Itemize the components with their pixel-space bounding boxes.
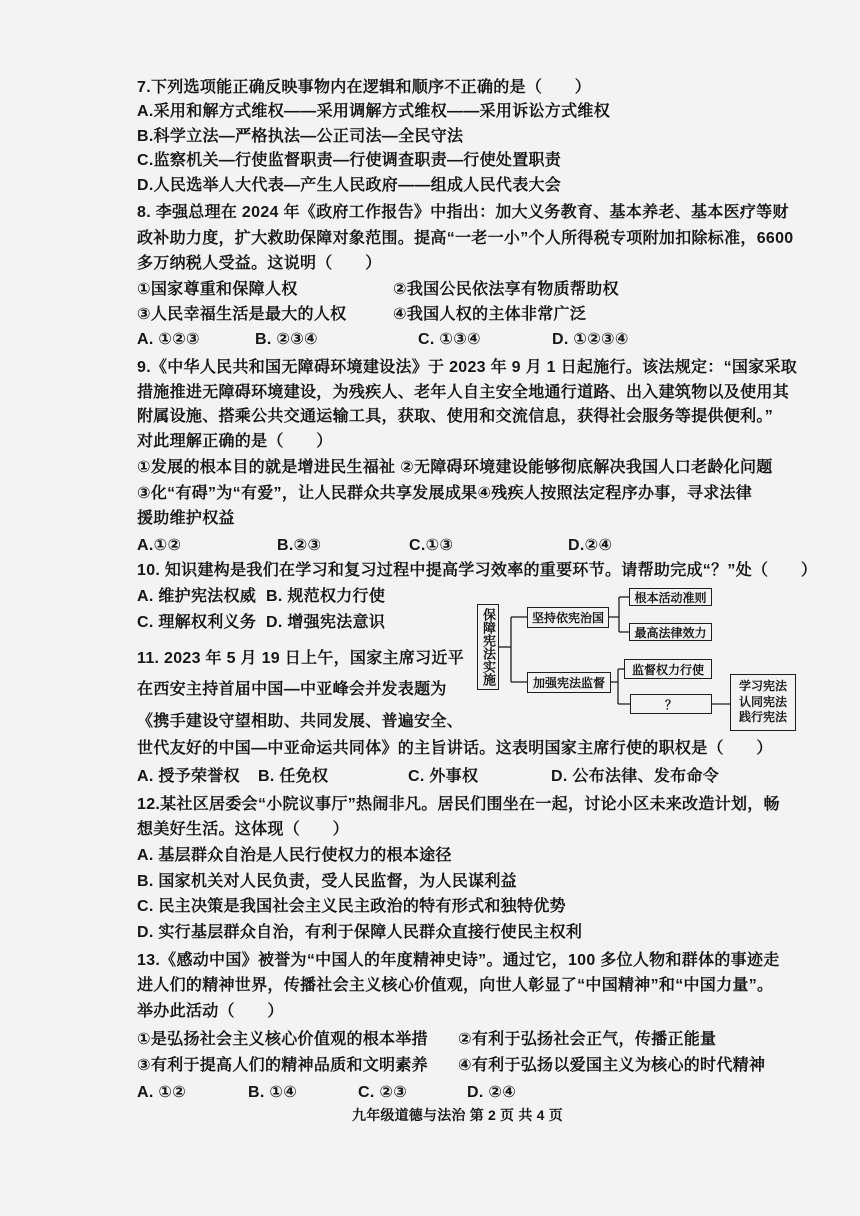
q13-stem-line: 进人们的精神世界，传播社会主义核心价值观，向世人彰显了“中国精神”和“中国力量”。 <box>137 977 774 994</box>
q10-option-d: D. 增强宪法意识 <box>266 614 386 631</box>
q8-statement-2: ②我国公民依法享有物质帮助权 <box>393 281 619 298</box>
q7-option-b: B.科学立法—严格执法—公正司法—全民守法 <box>137 128 464 145</box>
q12-option-b: B. 国家机关对人民负责，受人民监督，为人民谋利益 <box>137 873 517 890</box>
q8-statement-1: ①国家尊重和保障人权 <box>137 281 298 298</box>
q10-option-c: C. 理解权利义务 <box>137 614 257 631</box>
q9-stem-line: 措施推进无障碍环境建设，为残疾人、老年人自主安全地通行道路、出入建筑物以及使用其 <box>137 384 790 401</box>
diagram-branch-box: 加强宪法监督 <box>527 672 611 693</box>
q11-choice-a: A. 授予荣誉权 <box>137 768 240 785</box>
q11-choice-c: C. 外事权 <box>408 768 479 785</box>
q12-option-d: D. 实行基层群众自治，有利于保障人民群众直接行使民主权利 <box>137 924 583 941</box>
q9-statement-line: ③化“有碍”为“有爱”，让人民群众共享发展成果④残疾人按照法定程序办事，寻求法律 <box>137 485 753 502</box>
q11-stem-line: 在西安主持首届中国—中亚峰会并发表题为 <box>137 681 447 698</box>
q13-statement-1: ①是弘扬社会主义核心价值观的根本举措 <box>137 1031 428 1048</box>
diagram-root-box: 保障宪法实施 <box>477 604 499 690</box>
q8-stem-line: 政补助力度，扩大救助保障对象范围。提高“一老一小”个人所得税专项附加扣除标准，6600 <box>137 230 794 247</box>
diagram-leaf-box: 最高法律效力 <box>629 623 712 641</box>
q8-stem-line: 多万纳税人受益。这说明（ ） <box>137 255 382 272</box>
q11-stem-line: 《携手建设守望相助、共同发展、普遍安全、 <box>137 713 464 730</box>
q7-option-a: A.采用和解方式维权——采用调解方式维权——采用诉讼方式维权 <box>137 103 611 120</box>
diagram-result-line: 认同宪法 <box>738 694 787 709</box>
q13-choice-c: C. ②③ <box>358 1084 408 1101</box>
q8-statement-3: ③人民幸福生活是最大的人权 <box>137 306 347 323</box>
q13-stem-line: 13.《感动中国》被誉为“中国人的年度精神史诗”。通过它，100 多位人物和群体的事迹走 <box>137 952 780 969</box>
q11-choice-d: D. 公布法律、发布命令 <box>551 768 720 785</box>
q10-option-b: B. 规范权力行使 <box>266 588 386 605</box>
diagram-result-line: 践行宪法 <box>738 710 787 725</box>
q8-choice-a: A. ①②③ <box>137 331 200 348</box>
diagram-result-line: 学习宪法 <box>738 679 787 694</box>
q13-statement-2: ②有利于弘扬社会正气，传播正能量 <box>458 1031 717 1048</box>
q12-option-a: A. 基层群众自治是人民行使权力的根本途径 <box>137 847 452 864</box>
q11-stem-line: 11. 2023 年 5 月 19 日上午，国家主席习近平 <box>137 650 465 667</box>
q8-statement-4: ④我国人权的主体非常广泛 <box>393 306 587 323</box>
q12-stem-line: 想美好生活。这体现（ ） <box>137 821 349 838</box>
q13-choice-d: D. ②④ <box>467 1084 517 1101</box>
page-footer: 九年级道德与法治 第 2 页 共 4 页 <box>352 1107 563 1123</box>
q10-stem: 10. 知识建构是我们在学习和复习过程中提高学习效率的重要环节。请帮助完成“？”处（ ） <box>137 562 818 579</box>
q9-statement-line: 援助维护权益 <box>137 510 235 527</box>
q9-choice-b: B.②③ <box>277 537 322 554</box>
q9-choice-a: A.①② <box>137 537 182 554</box>
q7-stem: 7.下列选项能正确反映事物内在逻辑和顺序不正确的是（ ） <box>137 79 592 96</box>
q9-statement-line: ①发展的根本目的就是增进民生福祉 ②无障碍环境建设能够彻底解决我国人口老龄化问题 <box>137 459 773 476</box>
q13-choice-a: A. ①② <box>137 1084 187 1101</box>
q8-stem-line: 8. 李强总理在 2024 年《政府工作报告》中指出：加大义务教育、基本养老、基本医疗等财 <box>137 204 789 221</box>
q12-stem-line: 12.某社区居委会“小院议事厅”热闹非凡。居民们围坐在一起，讨论小区未来改造计划，畅 <box>137 796 780 813</box>
diagram-leaf-box: 根本活动准则 <box>629 588 712 606</box>
q9-choice-c: C.①③ <box>409 537 454 554</box>
diagram-question-box: ？ <box>630 694 712 714</box>
q8-choice-c: C. ①③④ <box>418 331 481 348</box>
q7-option-d: D.人民选举人大代表—产生人民政府——组成人民代表大会 <box>137 177 562 194</box>
diagram-leaf-box: 监督权力行使 <box>624 659 712 679</box>
q9-stem-line: 对此理解正确的是（ ） <box>137 433 333 450</box>
q13-statement-3: ③有利于提高人们的精神品质和文明素养 <box>137 1057 428 1074</box>
q9-stem-line: 9.《中华人民共和国无障碍环境建设法》于 2023 年 9 月 1 日起施行。该法规定：“国家采取 <box>137 359 798 376</box>
q13-choice-b: B. ①④ <box>248 1084 298 1101</box>
q13-stem-line: 举办此活动（ ） <box>137 1003 284 1020</box>
q11-choice-b: B. 任免权 <box>258 768 329 785</box>
diagram-result-box <box>730 674 796 731</box>
q8-choice-b: B. ②③④ <box>255 331 318 348</box>
q12-option-c: C. 民主决策是我国社会主义民主政治的特有形式和独特优势 <box>137 898 566 915</box>
q11-stem-line: 世代友好的中国—中亚命运共同体》的主旨讲话。这表明国家主席行使的职权是（ ） <box>137 740 773 757</box>
q9-choice-d: D.②④ <box>568 537 613 554</box>
q9-stem-line: 附属设施、搭乘公共交通运输工具，获取、使用和交流信息，获得社会服务等提供便利。” <box>137 408 774 425</box>
diagram-branch-box: 坚持依宪治国 <box>527 607 609 628</box>
q8-choice-d: D. ①②③④ <box>552 331 629 348</box>
q10-option-a: A. 维护宪法权威 <box>137 588 257 605</box>
q13-statement-4: ④有利于弘扬以爱国主义为核心的时代精神 <box>458 1057 766 1074</box>
q7-option-c: C.监察机关—行使监督职责—行使调查职责—行使处置职责 <box>137 152 562 169</box>
